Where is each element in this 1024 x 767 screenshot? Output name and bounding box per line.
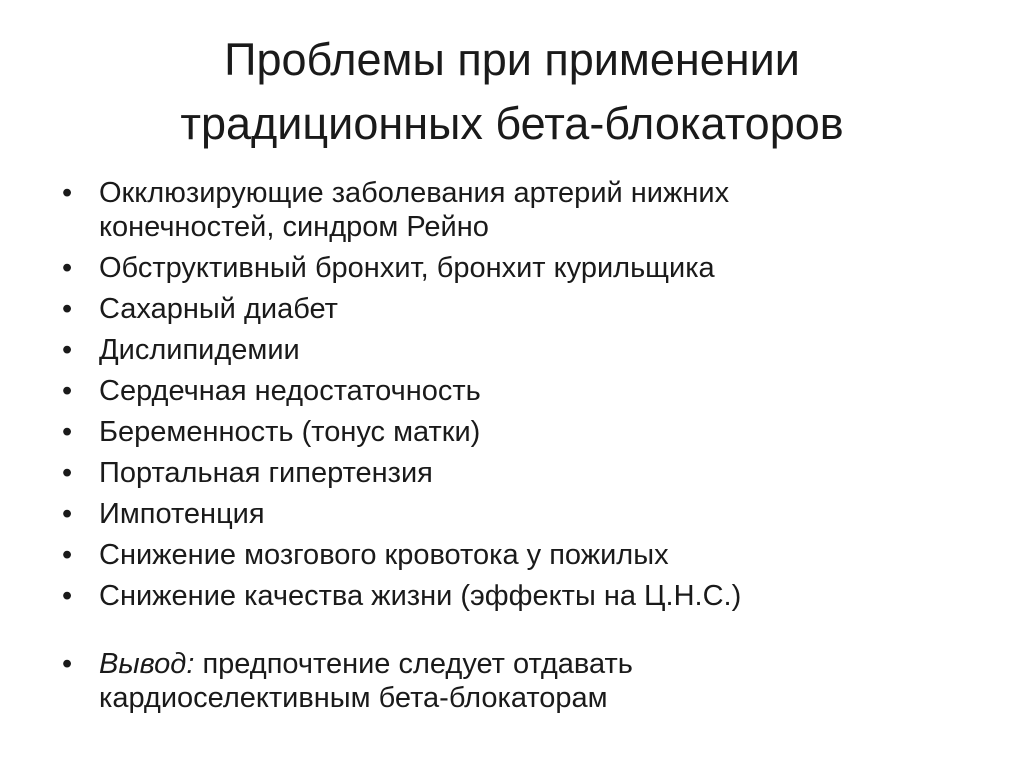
bullet-text: Снижение качества жизни (эффекты на Ц.Н.С.): [99, 580, 742, 612]
bullet-text: Снижение мозгового кровотока у пожилых: [99, 539, 669, 571]
bullet-text: Обструктивный бронхит, бронхит курильщика: [99, 252, 715, 284]
bullet-text: Дислипидемии: [99, 334, 300, 366]
slide-title: [0, 28, 1024, 156]
bullet-dot: •: [62, 539, 73, 571]
bullet-text: Сердечная недостаточность: [99, 375, 481, 407]
bullet-dot: •: [62, 416, 73, 448]
bullet-dot: •: [62, 648, 73, 680]
bullet-item: [62, 579, 982, 613]
bullet-text: конечностей, синдром Рейно: [99, 211, 489, 243]
bullet-item: [62, 456, 982, 490]
bullet-item: [62, 374, 982, 408]
bullet-text: Окклюзирующие заболевания артерий нижних: [99, 177, 730, 209]
slide-title-line-2: традиционных бета-блокаторов: [180, 98, 844, 149]
conclusion-text-1: предпочтение следует отдавать: [194, 648, 633, 680]
bullet-dot: •: [62, 580, 73, 612]
bullet-dot: •: [62, 252, 73, 284]
bullet-item: [62, 176, 982, 244]
conclusion-line-2: кардиоселективным бета-блокаторам: [99, 682, 608, 714]
bullet-dot: •: [62, 334, 73, 366]
bullet-text: Импотенция: [99, 498, 265, 530]
bullet-item: [62, 251, 982, 285]
conclusion-line-1: [99, 647, 982, 681]
slide-title-line-1: Проблемы при применении: [224, 34, 800, 85]
bullet-dot: •: [62, 293, 73, 325]
bullet-dot: •: [62, 177, 73, 209]
bullet-dot: •: [62, 498, 73, 530]
conclusion-label: Вывод:: [99, 648, 195, 680]
conclusion-item: [62, 647, 982, 715]
bullet-text: Сахарный диабет: [99, 293, 338, 325]
bullet-item: [62, 333, 982, 367]
bullet-item: [62, 538, 982, 572]
bullet-item: [62, 415, 982, 449]
bullet-item: [62, 292, 982, 326]
bullet-item: [62, 497, 982, 531]
bullet-text: Портальная гипертензия: [99, 457, 433, 489]
bullet-dot: •: [62, 375, 73, 407]
bullet-list: [62, 176, 982, 722]
bullet-dot: •: [62, 457, 73, 489]
bullet-text: Беременность (тонус матки): [99, 416, 481, 448]
